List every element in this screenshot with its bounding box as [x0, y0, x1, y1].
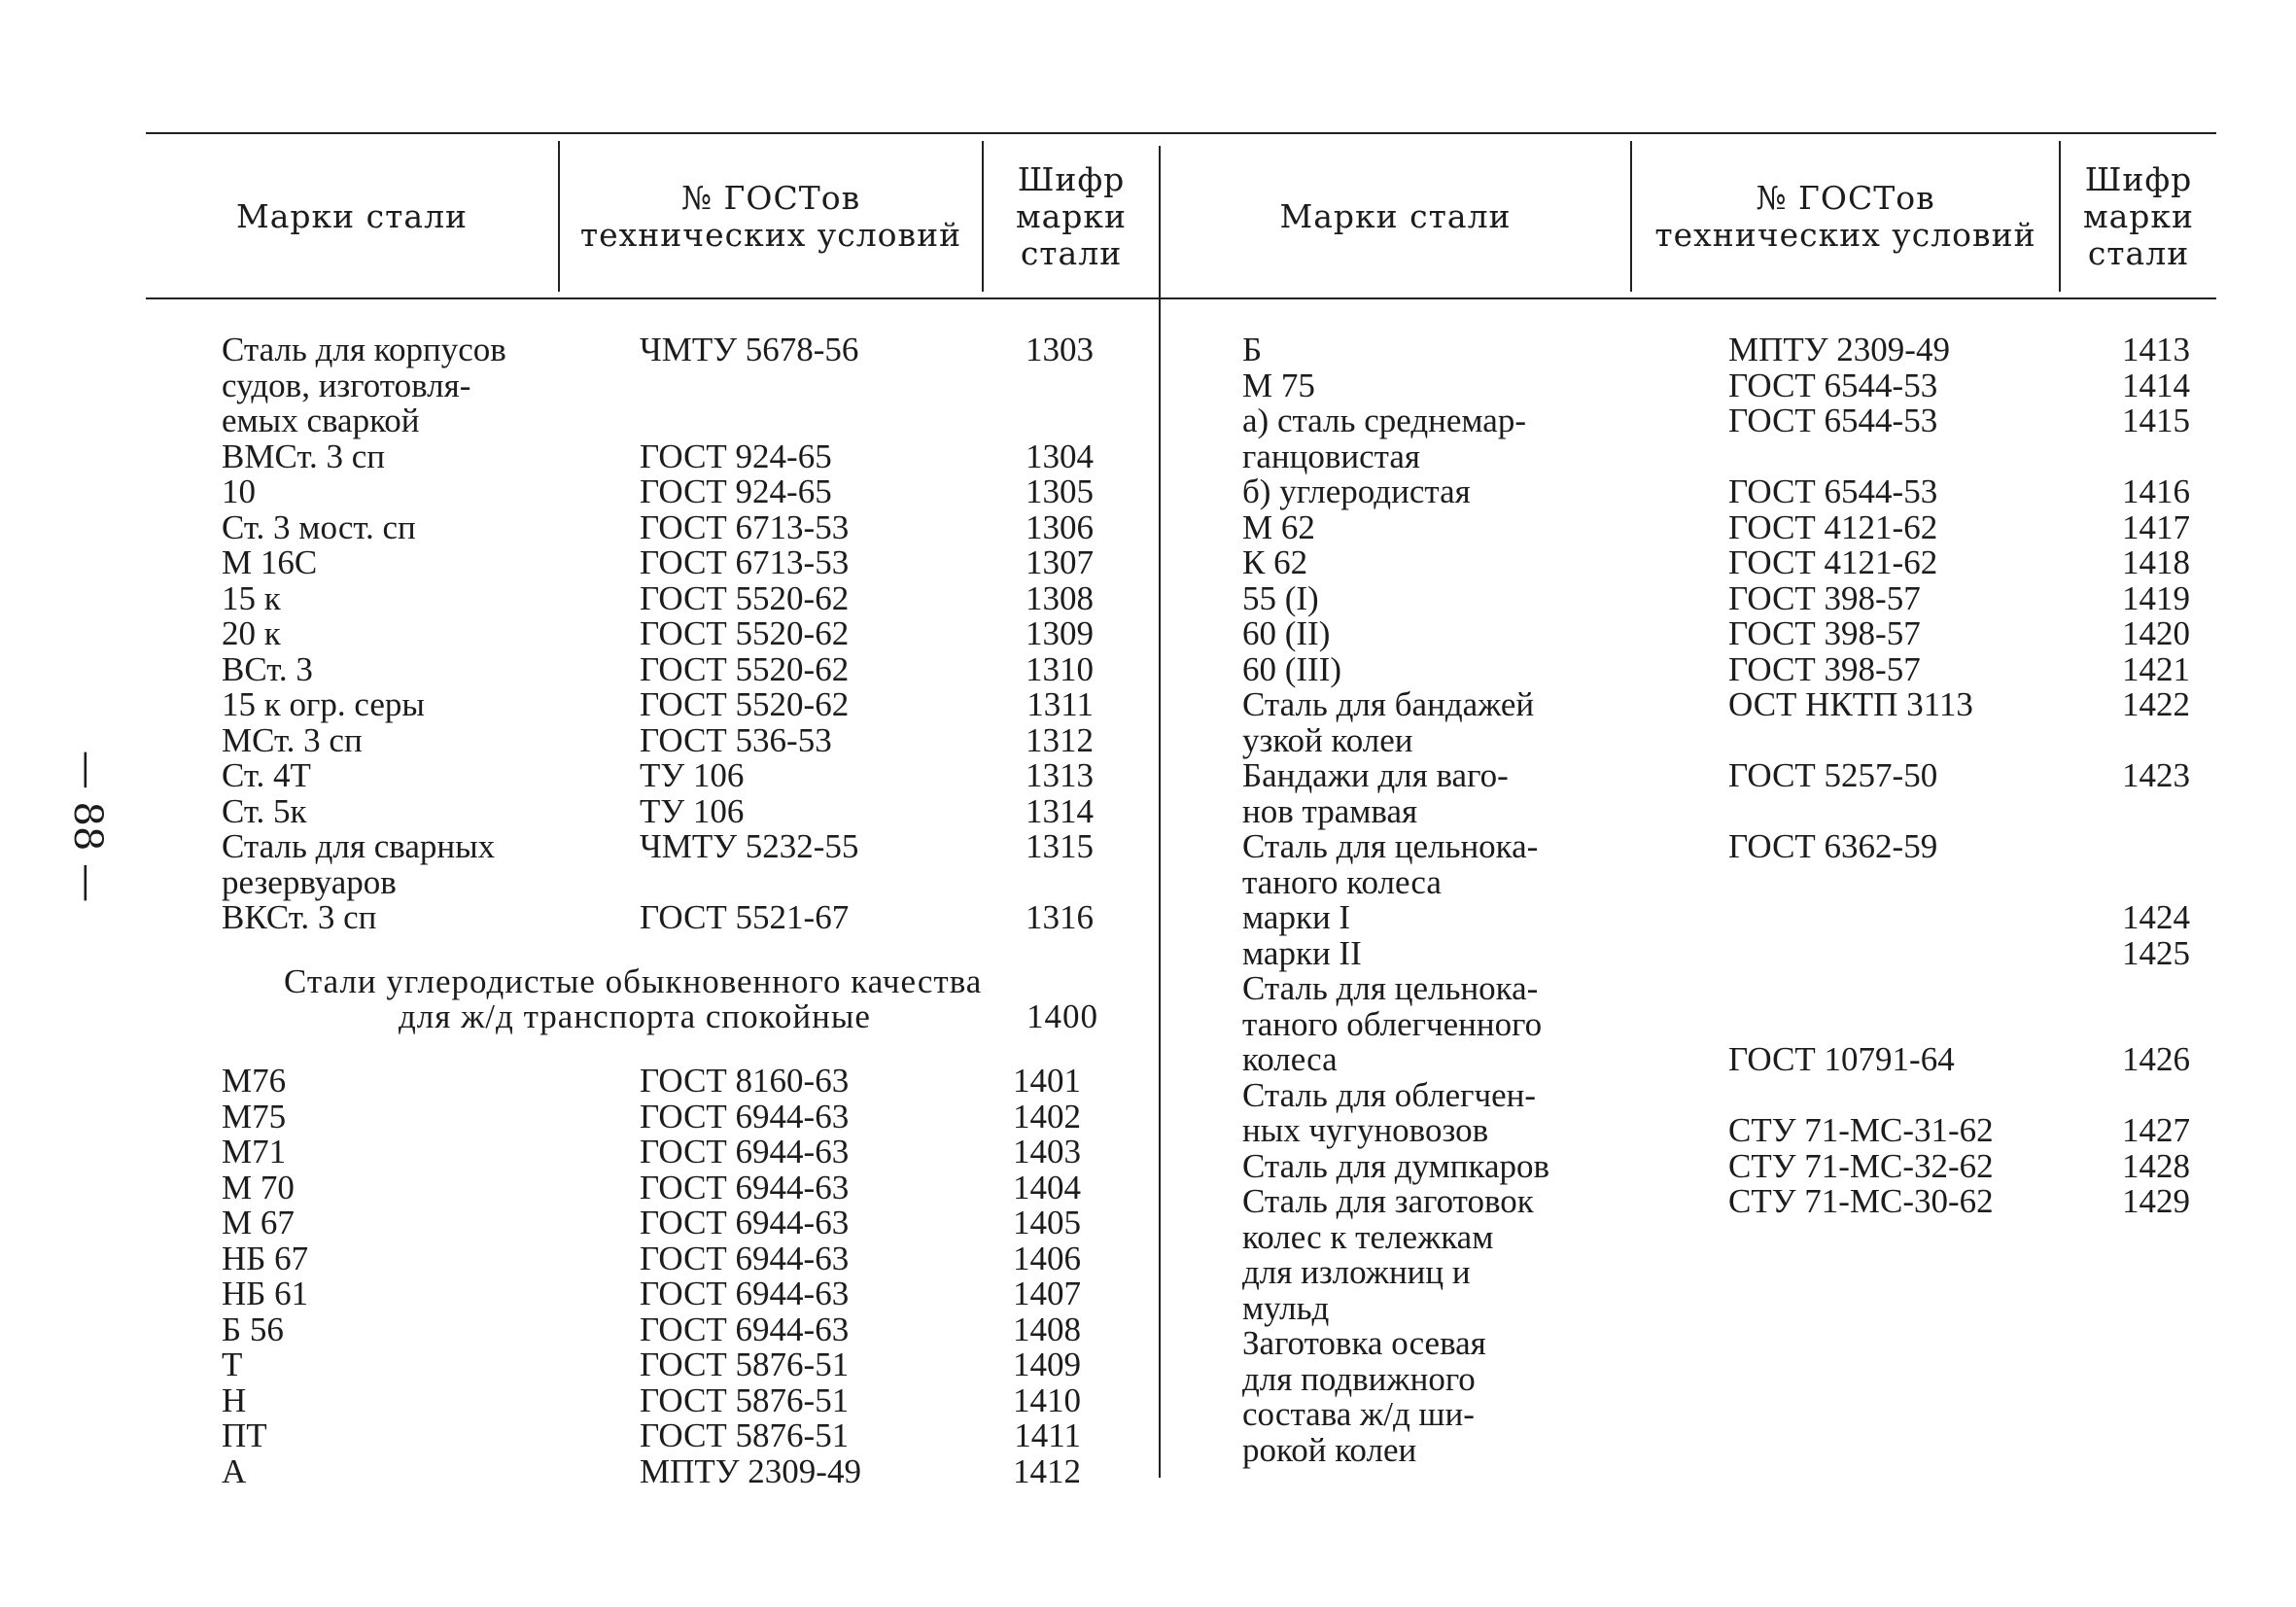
left-code-column-1: [972, 332, 1094, 936]
table-cell-gost: ГОСТ 6944-63: [640, 1275, 850, 1312]
table-cell-grade: Сталь для сварных резервуаров: [222, 827, 496, 901]
table-cell-gost: ГОСТ 5520-62: [640, 578, 850, 617]
table-cell-gost: ГОСТ 6944-63: [640, 1097, 850, 1135]
table-cell-grade: Сталь для облегчен- ных чугуновозов: [1242, 1075, 1537, 1149]
table-cell-grade: а) сталь среднемар- ганцовистая: [1242, 402, 1526, 475]
table-cell-gost: ГОСТ 398-57: [1728, 614, 1921, 652]
table-cell-grade: А: [222, 1451, 247, 1490]
table-cell-code: 1418: [2122, 543, 2190, 581]
table-cell-code: 1407: [1013, 1275, 1081, 1312]
table-cell-grade: ВМСт. 3 сп: [222, 437, 386, 475]
table-cell-gost: ГОСТ 5876-51: [640, 1345, 850, 1383]
table-cell-grade: ВСт. 3: [222, 649, 313, 688]
table-cell-grade: Заготовка осевая для подвижного состава ж/д ши- рокой колеи: [1242, 1324, 1486, 1469]
table-cell-gost: ГОСТ 6944-63: [640, 1133, 850, 1170]
table-cell-gost: ГОСТ 5521-67: [640, 898, 850, 936]
table-cell-gost: ГОСТ 398-57: [1728, 649, 1921, 688]
table-cell-gost: ГОСТ 10791-64: [1728, 1040, 1955, 1078]
table-cell-grade: Б 56: [222, 1310, 284, 1348]
table-cell-grade: 60 (II): [1242, 614, 1331, 652]
table-cell-grade: М71: [222, 1133, 287, 1170]
table-cell-grade: Б: [1242, 331, 1263, 368]
table-cell-gost: ГОСТ 5520-62: [640, 614, 850, 652]
table-cell-grade: МСт. 3 сп: [222, 720, 363, 759]
header-code-right: Шифр марки стали: [2082, 159, 2195, 272]
table-cell-gost: ОСТ НКТП 3113: [1728, 685, 1973, 723]
table-cell-code: 1306: [1026, 507, 1094, 546]
table-cell-code: 1307: [1026, 543, 1094, 581]
table-cell-grade: НБ 67: [222, 1239, 309, 1277]
table-cell-grade: Ст. 4Т: [222, 756, 311, 794]
left-gost-column-1: [640, 332, 960, 936]
table-cell-code: 1405: [1013, 1204, 1081, 1241]
table-cell-gost: ЧМТУ 5232-55: [640, 827, 859, 865]
center-divider: [1159, 146, 1161, 1478]
table-cell-code: 1309: [1026, 614, 1094, 652]
table-cell-gost: ТУ 106: [640, 791, 745, 830]
table-cell-gost: СТУ 71-МС-31-62: [1728, 1111, 1994, 1149]
table-cell-code: 1416: [2122, 472, 2190, 510]
table-cell-code: [2059, 829, 2190, 900]
table-cell-grade: 15 к огр. серы: [222, 685, 425, 723]
table-cell-code: 1303: [1026, 331, 1094, 368]
table-cell-code: 1413: [2122, 331, 2190, 368]
header-gost-left: № ГОСТов технических условий: [579, 178, 962, 254]
table-cell-gost: ГОСТ 6944-63: [640, 1168, 850, 1206]
table-cell-code: 1311: [1026, 685, 1094, 723]
header-grade-right: Марки стали: [1279, 196, 1512, 235]
table-cell-gost: ГОСТ 6944-63: [640, 1239, 850, 1277]
table-cell-code: 1314: [1026, 791, 1094, 830]
table-cell-grade: 10: [222, 472, 256, 510]
table-cell-grade: М 75: [1242, 366, 1315, 404]
table-cell-grade: Сталь для цельнока- таного облегченного колеса: [1242, 969, 1543, 1078]
section-title-line-2: для ж/д транспорта спокойные: [399, 997, 871, 1035]
table-cell-gost: ГОСТ 924-65: [640, 437, 832, 475]
page-number: — 88 —: [65, 750, 111, 903]
table-cell-code: 1304: [1026, 437, 1094, 475]
right-gost-column: [1728, 332, 2049, 1468]
left-gost-column-2: [640, 1064, 960, 1489]
table-cell-code: 1429: [2122, 1182, 2190, 1220]
header-bottom-rule: [146, 297, 2216, 299]
table-cell-code: 1425: [2122, 933, 2190, 972]
header-grade-left: Марки стали: [235, 196, 469, 235]
table-cell-gost: ГОСТ 4121-62: [1728, 507, 1938, 546]
table-cell-grade: Бандажи для ваго- нов трамвая: [1242, 756, 1509, 830]
table-cell-gost: ГОСТ 6713-53: [640, 507, 850, 546]
table-cell-grade: Н: [222, 1380, 247, 1419]
table-cell-code: 1420: [2122, 614, 2190, 652]
table-cell-code: 1404: [1013, 1168, 1081, 1206]
table-cell-gost: СТУ 71-МС-30-62: [1728, 1182, 1994, 1220]
table-cell-grade: Сталь для думпкаров: [1242, 1146, 1550, 1185]
table-cell-code: 1421: [2122, 649, 2190, 688]
table-cell-gost: ГОСТ 536-53: [640, 720, 832, 759]
table-cell-code: 1408: [1013, 1310, 1081, 1348]
table-cell-gost: ГОСТ 6362-59: [1728, 827, 1938, 865]
right-code-column: [2059, 332, 2190, 1468]
header-code-left: Шифр марки стали: [1015, 159, 1128, 272]
table-cell-gost: ГОСТ 398-57: [1728, 578, 1921, 617]
section-title-code: 1400: [1026, 997, 1098, 1035]
table-cell-gost: ГОСТ 5257-50: [1728, 756, 1938, 794]
table-cell-gost: ГОСТ 6944-63: [640, 1204, 850, 1241]
table-cell-code: 1305: [1026, 472, 1094, 510]
table-cell-gost: ГОСТ 5876-51: [640, 1416, 850, 1454]
table-cell-grade: ПТ: [222, 1416, 267, 1454]
table-cell-gost: СТУ 71-МС-32-62: [1728, 1146, 1994, 1185]
table-cell-grade: М76: [222, 1062, 287, 1100]
table-cell-code: 1415: [2122, 402, 2190, 439]
table-cell-code: 1427: [2122, 1111, 2190, 1149]
table-cell-gost: ГОСТ 6713-53: [640, 543, 850, 581]
table-cell-code: 1403: [1013, 1133, 1081, 1170]
table-cell-code: 1315: [1026, 827, 1094, 865]
table-cell-gost: ГОСТ 8160-63: [640, 1062, 850, 1100]
table-cell-gost: ГОСТ 5520-62: [640, 649, 850, 688]
table-cell-gost: ГОСТ 6544-53: [1728, 402, 1938, 439]
table-cell-code: 1312: [1026, 720, 1094, 759]
table-cell-gost: МПТУ 2309-49: [1728, 331, 1950, 368]
table-cell-grade: 20 к: [222, 614, 281, 652]
table-cell-grade: М75: [222, 1097, 287, 1135]
table-cell-gost: [1728, 936, 2049, 972]
table-cell-code: 1310: [1026, 649, 1094, 688]
table-cell-grade: марки I: [1242, 898, 1351, 936]
table-cell-code: 1422: [2122, 685, 2190, 723]
left-grade-column-2: [222, 1064, 572, 1489]
table-cell-grade: М 67: [222, 1204, 295, 1241]
table-cell-grade: Ст. 3 мост. сп: [222, 507, 416, 546]
right-grade-column: [1242, 332, 1641, 1468]
table-cell-gost: ГОСТ 4121-62: [1728, 543, 1938, 581]
table-cell-code: [2059, 1326, 2190, 1468]
table-cell-grade: Ст. 5к: [222, 791, 307, 830]
table-cell-code: 1410: [1013, 1380, 1081, 1419]
table-cell-grade: 60 (III): [1242, 649, 1342, 688]
table-cell-code: 1426: [2122, 1040, 2190, 1078]
table-cell-code: 1419: [2122, 578, 2190, 617]
table-cell-code: 1411: [1014, 1416, 1081, 1454]
table-cell-grade: Сталь для цельнока- таного колеса: [1242, 827, 1539, 901]
table-cell-code: 1402: [1013, 1097, 1081, 1135]
table-cell-grade: Сталь для заготовок колес к тележкам для изложниц и мульд: [1242, 1182, 1534, 1327]
table-cell-gost: ГОСТ 5520-62: [640, 685, 850, 723]
table-cell-grade: 15 к: [222, 578, 281, 617]
table-cell-gost: ГОСТ 924-65: [640, 472, 832, 510]
table-cell-code: 1412: [1013, 1451, 1081, 1490]
table-cell-gost: ТУ 106: [640, 756, 745, 794]
table-cell-grade: б) углеродистая: [1242, 472, 1471, 510]
table-cell-code: 1423: [2122, 756, 2190, 794]
table-cell-grade: М 62: [1242, 507, 1315, 546]
table-cell-grade: К 62: [1242, 543, 1308, 581]
table-cell-grade: 55 (I): [1242, 578, 1319, 617]
table-cell-code: 1409: [1013, 1345, 1081, 1383]
table-cell-gost: ГОСТ 5876-51: [640, 1380, 850, 1419]
table-cell-code: 1424: [2122, 898, 2190, 936]
left-grade-column-1: [222, 332, 572, 936]
table-cell-grade: НБ 61: [222, 1275, 309, 1312]
table-cell-grade: М 16С: [222, 543, 318, 581]
left-code-column-2: [972, 1064, 1081, 1489]
table-cell-gost: ГОСТ 6544-53: [1728, 366, 1938, 404]
table-cell-code: 1428: [2122, 1146, 2190, 1185]
table-top-rule: [146, 132, 2216, 134]
table-cell-grade: Т: [222, 1345, 243, 1383]
table-cell-gost: [1728, 1326, 2049, 1468]
table-cell-gost: ЧМТУ 5678-56: [640, 331, 859, 368]
table-cell-grade: ВКСт. 3 сп: [222, 898, 377, 936]
table-cell-code: 1414: [2122, 366, 2190, 404]
table-cell-code: 1401: [1013, 1062, 1081, 1100]
table-cell-grade: Сталь для бандажей узкой колеи: [1242, 685, 1535, 759]
header-gost-right: № ГОСТов технических условий: [1654, 178, 2036, 254]
table-cell-code: 1417: [2122, 507, 2190, 546]
table-cell-gost: ГОСТ 6544-53: [1728, 472, 1938, 510]
table-cell-code: 1313: [1026, 756, 1094, 794]
table-cell-gost: МПТУ 2309-49: [640, 1451, 861, 1490]
table-cell-gost: [1728, 900, 2049, 936]
section-title-line-1: Стали углеродистые обыкновенного качества: [284, 962, 983, 1000]
table-cell-grade: Сталь для корпусов судов, изготовля- емых сваркой: [222, 331, 506, 439]
table-cell-code: 1308: [1026, 578, 1094, 617]
table-cell-grade: М 70: [222, 1168, 295, 1206]
table-cell-gost: ГОСТ 6944-63: [640, 1310, 850, 1348]
table-cell-grade: марки II: [1242, 933, 1362, 972]
table-cell-code: 1406: [1013, 1239, 1081, 1277]
table-cell-code: 1316: [1026, 898, 1094, 936]
